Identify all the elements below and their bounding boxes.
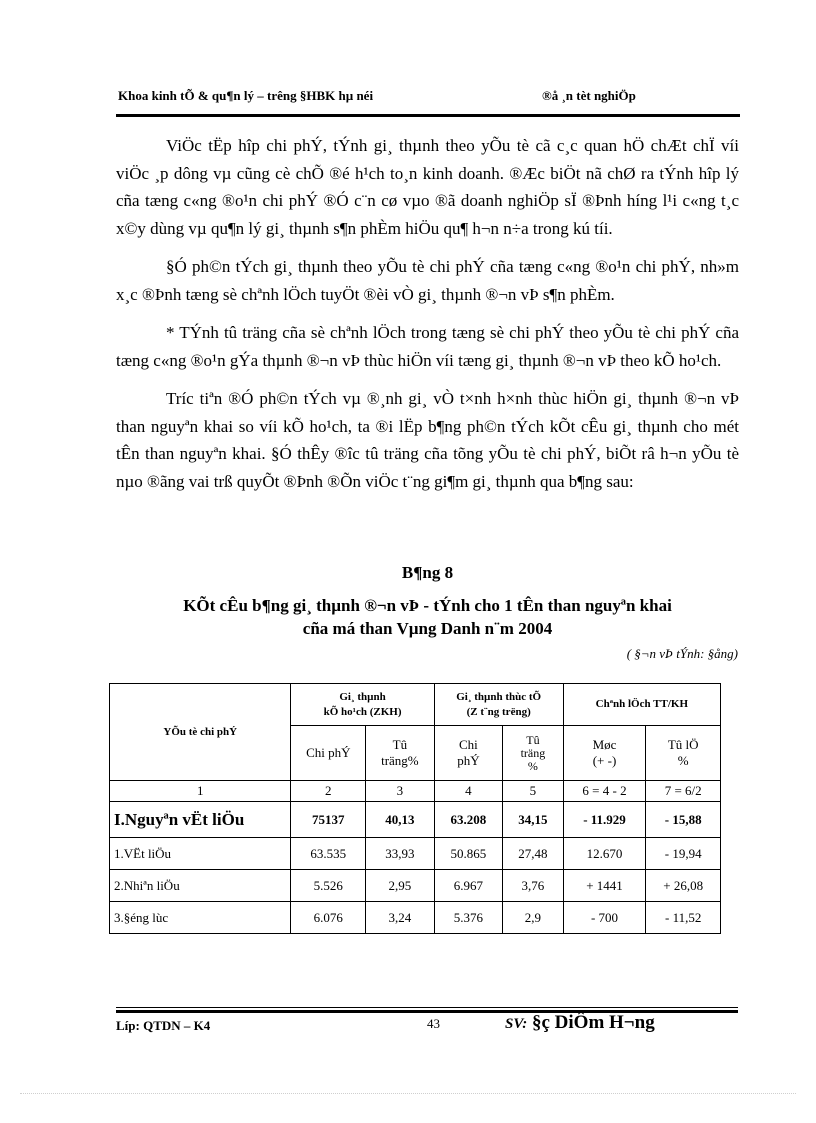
row-cell: 5.526 bbox=[291, 870, 366, 902]
footer-student-name: §ç DiÔm H¬ng bbox=[527, 1012, 655, 1033]
paragraph-4: Tríc tiªn ®Ó ph©n tÝch vµ ®¸nh gi¸ vÒ t×nh h×nh thùc hiÖn gi¸ thµnh ®¬n vÞ than nguyªn khai so víi kÕ ho¹ch, ta ®i lËp b¶ng ph©n tÝch kÕt cÊu gi¸ thµnh cho mét tÊn than nguyªn khai. §Ó thÊy ®îc tû träng cña tõng yÕu tè chi phÝ, biÕt râ h¬n yÕu tè nµo ®ãng vai trß quyÕt ®Þnh ®Õn viÖc t¨ng gi¶m gi¸ thµnh qua b¶ng sau: bbox=[116, 389, 739, 491]
body-text bbox=[116, 132, 739, 506]
table-row bbox=[110, 902, 721, 934]
table-row bbox=[110, 802, 721, 838]
index-cell: 3 bbox=[366, 781, 435, 802]
table-index-row bbox=[110, 781, 721, 802]
row-cell: 2,95 bbox=[366, 870, 435, 902]
row-cell: 6.076 bbox=[291, 902, 366, 934]
index-cell: 6 = 4 - 2 bbox=[563, 781, 646, 802]
row-cell: 3,76 bbox=[503, 870, 563, 902]
row-cell: 27,48 bbox=[503, 838, 563, 870]
cost-structure-table bbox=[109, 683, 721, 934]
row-cell: - 11,52 bbox=[646, 902, 721, 934]
index-cell: 2 bbox=[291, 781, 366, 802]
row-cell: + 26,08 bbox=[646, 870, 721, 902]
header-doc-type: ®å ¸n tèt nghiÖp bbox=[542, 88, 636, 103]
header-rule bbox=[116, 114, 740, 117]
row-cell: - 700 bbox=[563, 902, 646, 934]
table-title bbox=[116, 594, 739, 640]
table-row bbox=[110, 870, 721, 902]
header-diff-level: Møc (+ -) bbox=[563, 726, 646, 781]
header-faculty: Khoa kinh tÕ & qu¶n lý – trêng §HBK hµ néi bbox=[118, 88, 374, 103]
row-cell: 34,15 bbox=[503, 802, 563, 838]
footer-student bbox=[505, 1012, 655, 1034]
footer-sv-label: SV: bbox=[505, 1016, 528, 1032]
table-title-line-1: KÕt cÊu b¶ng gi¸ thµnh ®¬n vÞ - tÝnh cho 1 tÊn than nguyªn khai bbox=[183, 596, 672, 615]
paragraph-3: * TÝnh tû träng cña sè chªnh lÖch trong tæng sè chi phÝ theo yÕu tè chi phÝ cña tæng c«ng ®o¹n gÝa thµnh ®¬n vÞ thùc hiÖn víi tæng gi¸ thµnh ®¬n vÞ theo kÕ ho¹ch. bbox=[116, 323, 739, 370]
row-label: 2.Nhiªn liÖu bbox=[110, 870, 291, 902]
header-cost-item: YÕu tè chi phÝ bbox=[110, 684, 291, 781]
header-diff-ratio: Tû lÖ % bbox=[646, 726, 721, 781]
row-cell: 50.865 bbox=[434, 838, 503, 870]
row-cell: 3,24 bbox=[366, 902, 435, 934]
row-cell: - 15,88 bbox=[646, 802, 721, 838]
index-cell: 1 bbox=[110, 781, 291, 802]
header-difference: Chªnh lÖch TT/KH bbox=[563, 684, 720, 726]
row-cell: - 19,94 bbox=[646, 838, 721, 870]
header-plan-share: Tû träng% bbox=[366, 726, 435, 781]
row-cell: 12.670 bbox=[563, 838, 646, 870]
row-cell: 6.967 bbox=[434, 870, 503, 902]
index-cell: 5 bbox=[503, 781, 563, 802]
row-cell: 33,93 bbox=[366, 838, 435, 870]
row-cell: 63.535 bbox=[291, 838, 366, 870]
row-label: I.Nguyªn vËt liÖu bbox=[110, 802, 291, 838]
table-caption: B¶ng 8 bbox=[401, 563, 454, 582]
footer-class: Líp: QTDN – K4 bbox=[116, 1018, 211, 1033]
row-label: 3.§éng lùc bbox=[110, 902, 291, 934]
footer-rule-thin bbox=[116, 1007, 738, 1008]
row-cell: + 1441 bbox=[563, 870, 646, 902]
page-bottom-divider bbox=[20, 1093, 796, 1094]
paragraph-1: ViÖc tËp hîp chi phÝ, tÝnh gi¸ thµnh theo yÕu tè cã c¸c quan hÖ chÆt chÏ víi viÖc ¸p dông vµ cũng cè chÕ ®é h¹ch to¸n kinh doanh. ®Æc biÖt nã chØ ra tÝnh hîp lý cña tæng c«ng ®o¹n chi phÝ ®Ó c¨n cø vµo ®ã doanh nghiÖp sÏ ®Þnh híng l¹i c«ng t¸c x©y dùng vµ qu¶n lý gi¸ thµnh s¶n phÈm hiÖu qu¶ h¬n n÷a trong kú tíi. bbox=[116, 136, 739, 238]
header-planned-cost: Gi¸ thµnh kÕ ho¹ch (ZKH) bbox=[291, 684, 434, 726]
row-cell: 75137 bbox=[291, 802, 366, 838]
index-cell: 4 bbox=[434, 781, 503, 802]
header-plan-cost: Chi phÝ bbox=[291, 726, 366, 781]
row-label: 1.VËt liÖu bbox=[110, 838, 291, 870]
table-row bbox=[110, 838, 721, 870]
table-header-row-1 bbox=[110, 684, 721, 726]
page-number: 43 bbox=[427, 1016, 440, 1031]
row-cell: 5.376 bbox=[434, 902, 503, 934]
header-actual-cost-col: Chi phÝ bbox=[434, 726, 503, 781]
row-cell: 40,13 bbox=[366, 802, 435, 838]
unit-note: ( §¬n vÞ tÝnh: §ång) bbox=[626, 646, 738, 661]
index-cell: 7 = 6/2 bbox=[646, 781, 721, 802]
row-cell: - 11.929 bbox=[563, 802, 646, 838]
header-actual-share: Tû träng % bbox=[503, 726, 563, 781]
header-actual-cost: Gi¸ thµnh thùc tÕ (Z t¨ng trëng) bbox=[434, 684, 563, 726]
table-title-line-2: cña má than Vµng Danh n¨m 2004 bbox=[302, 619, 553, 638]
row-cell: 2,9 bbox=[503, 902, 563, 934]
row-cell: 63.208 bbox=[434, 802, 503, 838]
paragraph-2: §Ó ph©n tÝch gi¸ thµnh theo yÕu tè chi phÝ cña tæng c«ng ®o¹n chi phÝ, nh»m x¸c ®Þnh tæng sè chªnh lÖch tuyÖt ®èi vÒ gi¸ thµnh ®¬n vÞ s¶n phÈm. bbox=[116, 257, 739, 304]
